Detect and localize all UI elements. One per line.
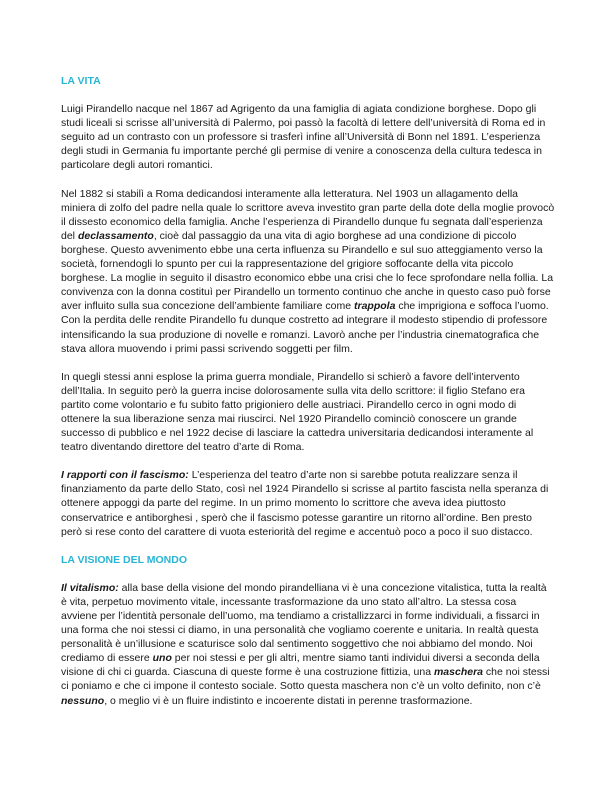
text-run: che noi stessi ci poniamo e che ci impone il contesto sociale. Sotto questa maschera non c’è un volto definito, non c’è bbox=[61, 666, 550, 693]
paragraph-fascismo bbox=[61, 468, 555, 538]
lead-fascismo: I rapporti con il fascismo: bbox=[61, 469, 189, 482]
paragraph-roma bbox=[61, 187, 555, 356]
text-run: per noi stessi e per gli altri, mentre siamo tanti individui diversi a seconda della visione di chi ci guarda. Ciascuna di queste forme è una costruzione fittizia, una bbox=[61, 652, 540, 679]
text-run: alla base della visione del mondo pirandelliana vi è una concezione vitalistica, tutta la realtà è vita, perpetuo movimento vitale, incessante trasformazione da uno stato all’altro. La stessa cosa avviene per l’identità personale dell’uomo, ma tendiamo a cristallizzarci in forme individuali, a fissarci in una forma che noi stessi ci diamo, in una personalità che vogliamo coerente e unitaria. In realtà questa personalità è un’illusione e scaturisce solo dal sentimento soggettivo che noi abbiamo del mondo. Noi crediamo di essere bbox=[61, 581, 547, 665]
text-run: , o meglio vi è un fluire indistinto e incoerente distati in perenne trasformazione. bbox=[104, 694, 473, 707]
emphasis-maschera: maschera bbox=[433, 666, 484, 679]
text-run: che imprigiona e soffoca l’uomo. bbox=[395, 300, 549, 313]
text-run: Nel 1882 si stabilì a Roma dedicandosi interamente alla letteratura. Nel 1903 un allagamento della miniera di zolfo del padre nella quale lo scrittore aveva investito gran parte della dote della moglie provocò il dissesto economico della famiglia. Anche l’esperienza di Pirandello dunque fu segnata dall’esperienza del bbox=[61, 187, 555, 242]
lead-vitalismo: Il vitalismo: bbox=[61, 581, 119, 594]
text-run: L’esperienza del teatro d’arte non si sarebbe potuta realizzare senza il finanziamento da parte dello Stato, così nel 1924 Pirandello si scrisse al partito fascista nella speranza di ottenere appoggi da parte del regime. In un primo momento lo scrittore che aveva idea piuttosto conservatrice e antiborghesi , sperò che il fascismo potesse garantire un ritorno all’ordine. Ben presto però si rese conto del carattere di vuota esteriorità del regime e accentuò poco a poco il suo distacco. bbox=[61, 469, 549, 538]
text-run: , cioè dal passaggio da una vita di agio borghese ad una condizione di piccolo borghese. Questo avvenimento ebbe una certa influenza su Pirandello e sul suo atteggiamento verso la società, fornendogli lo spunto per cui la rappresentazione del grigiore soffocante della vita piccolo borghese. La moglie in seguito il disastro economico ebbe una crisi che lo fece sprofondare nella follia. La convivenza con la donna costituì per Pirandello un tormento continuo che anche in questo caso può forse aver influito sulla sua concezione dell’ambiente familiare come bbox=[61, 229, 554, 313]
emphasis-declassamento: declassamento bbox=[77, 229, 154, 242]
paragraph-vitalismo bbox=[61, 581, 555, 708]
emphasis-nessuno: nessuno bbox=[61, 694, 105, 707]
section-heading-vita: LA VITA bbox=[61, 75, 101, 87]
emphasis-trappola: trappola bbox=[354, 300, 396, 313]
section-heading-visione: LA VISIONE DEL MONDO bbox=[61, 553, 188, 566]
emphasis-uno: uno bbox=[152, 652, 172, 665]
paragraph-nascita: Luigi Pirandello nacque nel 1867 ad Agrigento da una famiglia di agiata condizione borghese. Dopo gli studi liceali si scrisse all’università di Palermo, poi passò la facoltà di lettere dell’università di Roma ed in seguito ad un contrasto con un professore si trasferì infine all’Università di Bonn nel 1891. L’esperienza degli studi in Germania fu importante perché gli permise di venire a conoscenza della cultura tedesca in particolare degli autori romantici. bbox=[61, 103, 546, 172]
document-page bbox=[61, 74, 555, 708]
paragraph-guerra: In quegli stessi anni esplose la prima guerra mondiale, Pirandello si schierò a favore dell’intervento dell’Italia. In seguito però la guerra incise dolorosamente sulla vita dello scrittore: il figlio Stefano era partito come volontario e fu subito fatto prigioniero delle austriaci. Pirandello cerco in ogni modo di ottenere la sua liberazione senza mai riuscirci. Nel 1920 Pirandello cominciò conoscere un grande successo di pubblico e nel 1922 decise di lasciare la cattedra universitaria dedicandosi interamente al teatro diventando direttore del teatro d’arte di Roma. bbox=[61, 370, 534, 454]
text-run: Con la perdita delle rendite Pirandello fu dunque costretto ad integrare il modesto stipendio di professore intensificando la sua produzione di novelle e romanzi. Lavorò anche per l’industria cinematografica che stava allora muovendo i primi passi scrivendo soggetti per film. bbox=[61, 314, 548, 355]
